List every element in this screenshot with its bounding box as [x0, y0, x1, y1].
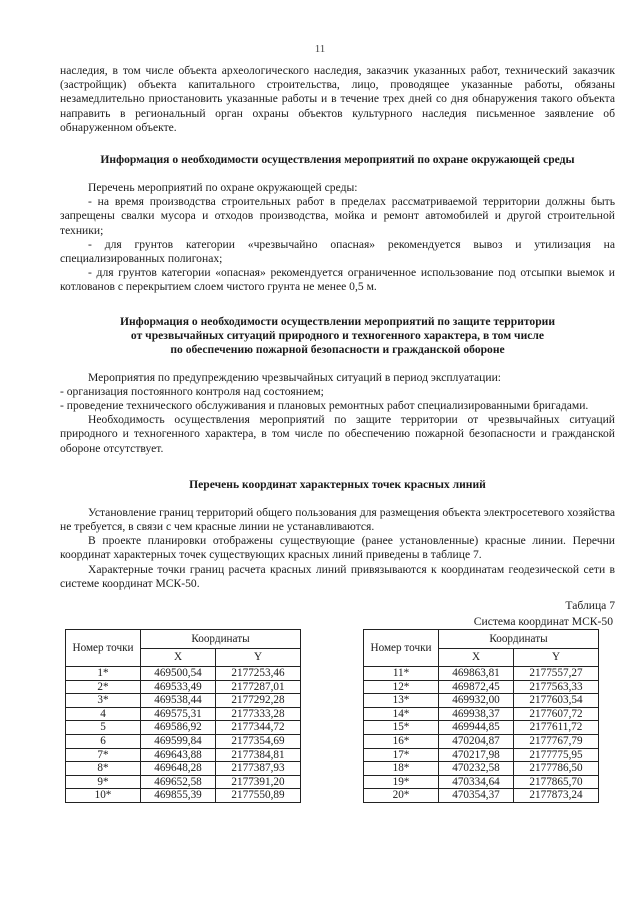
cell-y: 2177557,27 — [514, 667, 599, 681]
cell-y: 2177786,50 — [514, 762, 599, 776]
cell-point: 18* — [364, 762, 439, 776]
cell-x: 469599,84 — [141, 735, 216, 749]
emergency-paragraph: Мероприятия по предупреждению чрезвычайных ситуаций в период эксплуатации: — [88, 370, 502, 384]
cell-point: 2* — [66, 680, 141, 694]
header-x: X — [439, 648, 514, 667]
table-row — [66, 735, 301, 749]
cell-point: 6 — [66, 735, 141, 749]
cell-point: 4 — [66, 707, 141, 721]
header-point: Номер точки — [66, 630, 141, 667]
table-row — [364, 789, 599, 803]
table-row — [66, 762, 301, 776]
cell-y: 2177603,54 — [514, 694, 599, 708]
cell-y: 2177333,28 — [216, 707, 301, 721]
cell-y: 2177767,79 — [514, 735, 599, 749]
document-body — [60, 64, 615, 825]
page-number: 11 — [314, 43, 326, 55]
cell-point: 9* — [66, 775, 141, 789]
table-body-right — [364, 667, 599, 803]
cell-y: 2177344,72 — [216, 721, 301, 735]
header-coords: Координаты — [141, 630, 301, 649]
cell-point: 17* — [364, 748, 439, 762]
cell-y: 2177611,72 — [514, 721, 599, 735]
cell-x: 469538,44 — [141, 694, 216, 708]
coordinate-system-label: Система координат МСК-50 — [473, 615, 613, 629]
heading-line: по обеспечению пожарной безопасности и гражданской обороне — [170, 342, 505, 356]
table-row — [364, 694, 599, 708]
table-row — [66, 789, 301, 803]
cell-x: 470354,37 — [439, 789, 514, 803]
table-row — [66, 667, 301, 681]
header-x: X — [141, 648, 216, 667]
cell-y: 2177292,28 — [216, 694, 301, 708]
emergency-paragraph: - проведение технического обслуживания и плановых ремонтных работ специализированными бригадами. — [60, 399, 589, 413]
cell-x: 469863,81 — [439, 667, 514, 681]
table-row — [364, 775, 599, 789]
heading-line: от чрезвычайных ситуаций природного и техногенного характера, в том числе — [130, 328, 545, 342]
heading-line: Информация о необходимости осуществлении мероприятий по защите территории — [119, 314, 556, 328]
cell-x: 469533,49 — [141, 680, 216, 694]
cell-x: 470204,87 — [439, 735, 514, 749]
env-paragraph: - для грунтов категории «чрезвычайно опасная» рекомендуется вывоз и утилизация на специализированных полигонах; — [60, 237, 615, 266]
coords-paragraph: Установление границ территорий общего пользования для размещения объекта электросетевого хозяйства не требуется, в связи с чем красные линии не устанавливаются. — [60, 505, 615, 534]
cell-x: 469500,54 — [141, 667, 216, 681]
cell-y: 2177865,70 — [514, 775, 599, 789]
cell-y: 2177391,20 — [216, 775, 301, 789]
env-paragraph: - на время производства строительных работ в пределах рассматриваемой территории должны быть запрещены свалки мусора и отходов производства, мойка и ремонт автомобилей и другой строительной техники; — [60, 195, 615, 237]
section-emergency-heading — [60, 315, 615, 357]
cell-point: 13* — [364, 694, 439, 708]
cell-point: 20* — [364, 789, 439, 803]
cell-point: 7* — [66, 748, 141, 762]
table-row — [66, 707, 301, 721]
table-body-left — [66, 667, 301, 803]
cell-x: 469855,39 — [141, 789, 216, 803]
header-y: Y — [216, 648, 301, 667]
table-row — [364, 748, 599, 762]
cell-y: 2177253,46 — [216, 667, 301, 681]
cell-x: 469944,85 — [439, 721, 514, 735]
cell-x: 469643,88 — [141, 748, 216, 762]
emergency-paragraph: Необходимость осуществления мероприятий по защите территории от чрезвычайных ситуаций природного и техногенного характера, в том числе по обеспечению пожарной безопасности и гражданской обороне отсутствует. — [60, 413, 615, 455]
cell-x: 469575,31 — [141, 707, 216, 721]
cell-y: 2177873,24 — [514, 789, 599, 803]
cell-x: 470334,64 — [439, 775, 514, 789]
cell-point: 14* — [364, 707, 439, 721]
table-row — [364, 667, 599, 681]
cell-y: 2177354,69 — [216, 735, 301, 749]
cell-point: 8* — [66, 762, 141, 776]
cell-point: 10* — [66, 789, 141, 803]
cell-point: 12* — [364, 680, 439, 694]
table-row — [364, 735, 599, 749]
table-row — [66, 694, 301, 708]
table-row — [364, 680, 599, 694]
intro-paragraph: наследия, в том числе объекта археологического наследия, заказчик указанных работ, технический заказчик (застройщик) объекта капитального строительства, лицо, проводящее указанные работы, обязаны незамедлительно приостановить указанные работы и в течение трех дней со дня обнаружения такого объекта направить в региональный орган охраны объектов культурного наследия письменное заявление об обнаруженном объекте. — [60, 64, 615, 134]
table-caption: Таблица 7 — [565, 599, 615, 613]
cell-x: 469938,37 — [439, 707, 514, 721]
cell-point: 1* — [66, 667, 141, 681]
env-paragraph: Перечень мероприятий по охране окружающей среды: — [88, 181, 358, 195]
cell-y: 2177387,93 — [216, 762, 301, 776]
cell-x: 469648,28 — [141, 762, 216, 776]
table-row — [66, 775, 301, 789]
cell-y: 2177607,72 — [514, 707, 599, 721]
emergency-paragraph: - организация постоянного контроля над состоянием; — [60, 384, 324, 398]
header-y: Y — [514, 648, 599, 667]
header-point: Номер точки — [364, 630, 439, 667]
cell-y: 2177563,33 — [514, 680, 599, 694]
cell-y: 2177550,89 — [216, 789, 301, 803]
table-row — [66, 721, 301, 735]
coordinates-table-left — [65, 629, 301, 803]
table-row — [66, 748, 301, 762]
cell-x: 470232,58 — [439, 762, 514, 776]
cell-point: 16* — [364, 735, 439, 749]
coords-paragraph: Характерные точки границ расчета красных линий привязываются к координатам геодезической сети в системе координат МСК-50. — [60, 562, 615, 590]
cell-x: 469872,45 — [439, 680, 514, 694]
table-row — [66, 680, 301, 694]
section-coords-heading: Перечень координат характерных точек красных линий — [189, 477, 486, 491]
coordinates-tables — [60, 615, 615, 825]
table-row — [364, 762, 599, 776]
header-coords: Координаты — [439, 630, 599, 649]
coords-paragraph: В проекте планировки отображены существующие (ранее установленные) красные линии. Перечни координат характерных точек существующих красных линий приведены в таблице 7. — [60, 534, 615, 562]
cell-y: 2177775,95 — [514, 748, 599, 762]
cell-point: 19* — [364, 775, 439, 789]
cell-point: 15* — [364, 721, 439, 735]
cell-x: 469932,00 — [439, 694, 514, 708]
env-paragraph: - для грунтов категории «опасная» рекомендуется ограниченное использование под отсыпки выемок и котлованов с перекрытием слоем чистого грунта не менее 0,5 м. — [60, 266, 615, 294]
table-row — [364, 707, 599, 721]
coordinates-table-right — [363, 629, 599, 803]
cell-x: 469586,92 — [141, 721, 216, 735]
cell-y: 2177287,01 — [216, 680, 301, 694]
section-env-heading: Информация о необходимости осуществления мероприятий по охране окружающей среды — [100, 153, 575, 167]
cell-x: 469652,58 — [141, 775, 216, 789]
cell-y: 2177384,81 — [216, 748, 301, 762]
cell-x: 470217,98 — [439, 748, 514, 762]
table-row — [364, 721, 599, 735]
cell-point: 11* — [364, 667, 439, 681]
cell-point: 3* — [66, 694, 141, 708]
cell-point: 5 — [66, 721, 141, 735]
